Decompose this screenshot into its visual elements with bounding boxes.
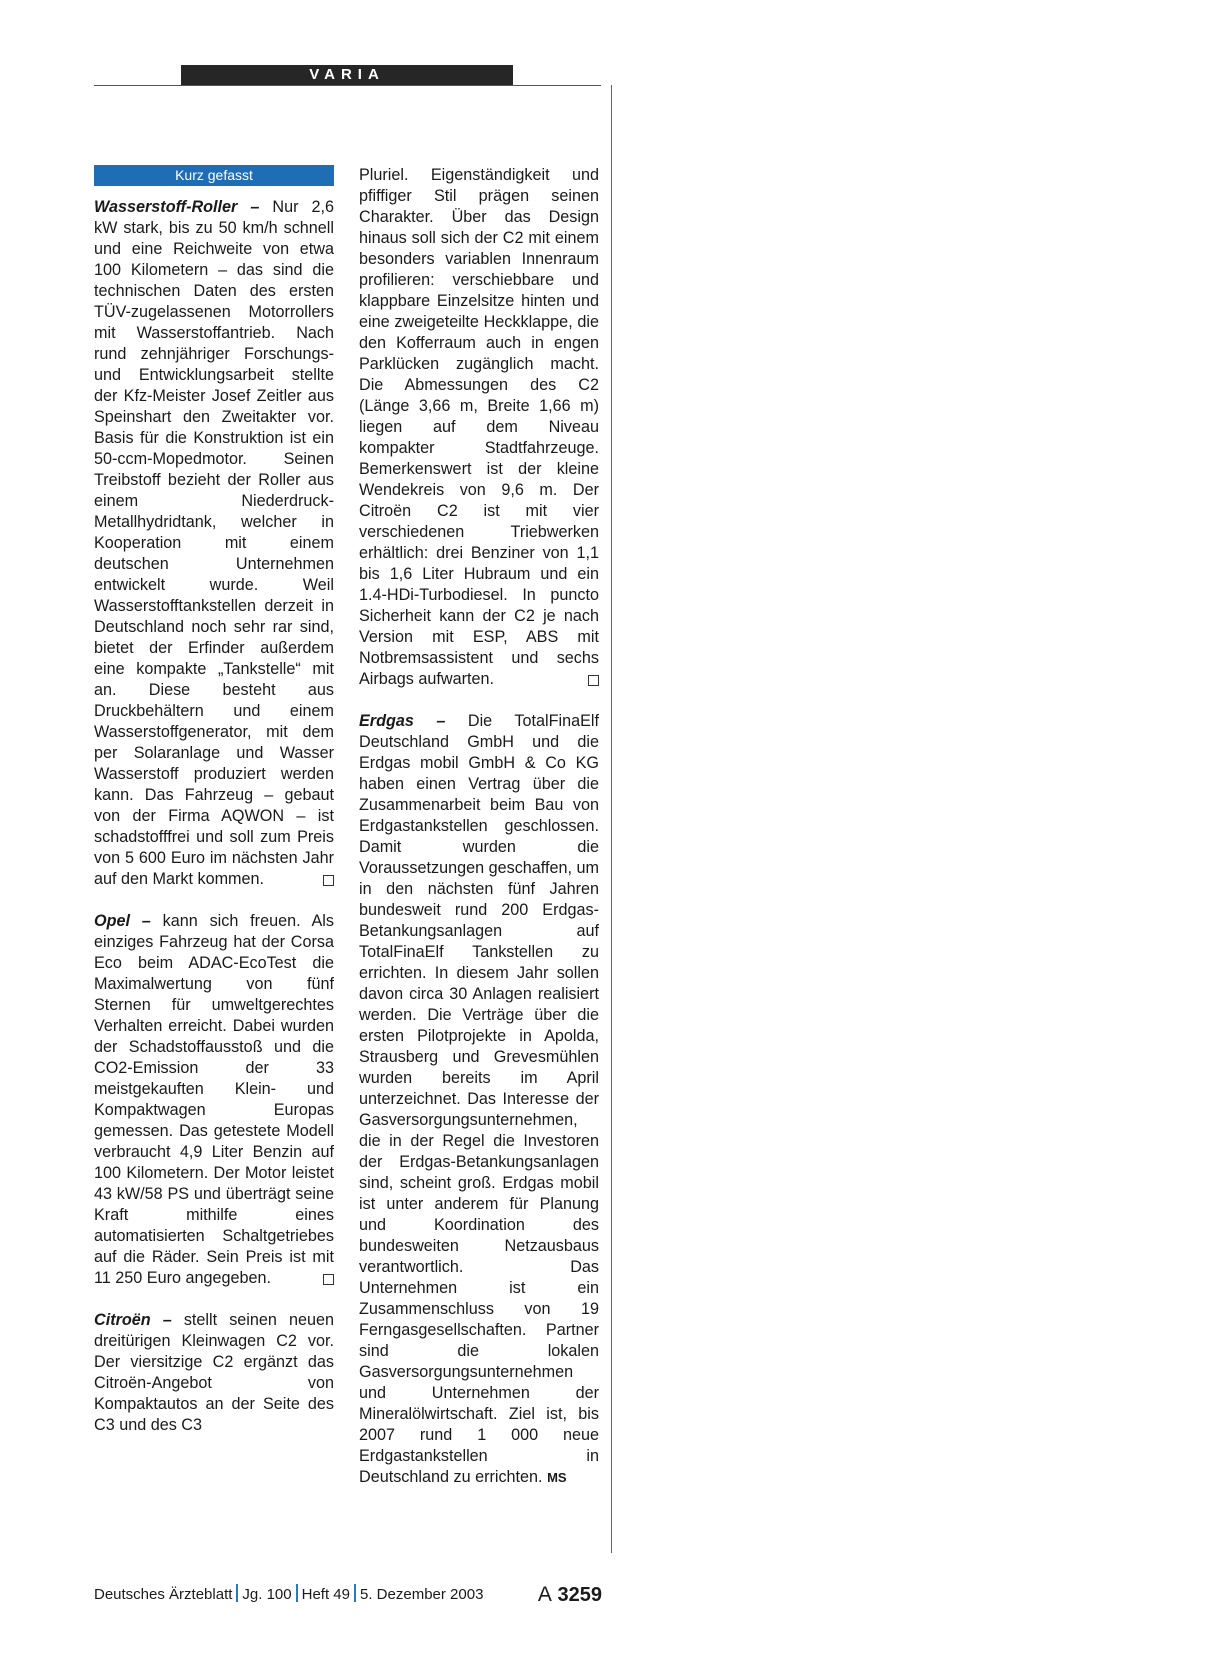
footer-separator bbox=[296, 1584, 298, 1602]
column-1 bbox=[94, 197, 334, 1547]
article-text: Nur 2,6 kW stark, bis zu 50 km/h schnell und eine Reichweite von etwa 100 Kilometern – das sind die technischen Daten des ersten TÜV-zugelassenen Motorrollers mit Wasserstoffantrieb. Nach rund zehnjähriger Forschungs- und Entwicklungsarbeit stellte der Kfz-Meister Josef Zeitler aus Speinshart den Zweitakter vor. Basis für die Konstruktion ist ein 50-ccm-Mopedmotor. Seinen Treibstoff bezieht der Roller aus einem Niederdruck-Metallhydridtank, welcher in Kooperation mit einem deutschen Unternehmen entwickelt wurde. Weil Wasserstofftankstellen derzeit in Deutschland noch sehr rar sind, bietet der Erfinder außerdem eine kompakte „Tankstelle“ mit an. Diese besteht aus Druckbehältern und einem Wasserstoffgenerator, mit dem per Solaranlage und Wasser Wasserstoff produziert werden kann. Das Fahrzeug – gebaut von der Firma AQWON – ist schadstofffrei und soll zum Preis von 5 600 Euro im nächsten Jahr auf den Markt kommen. bbox=[94, 198, 334, 888]
author-signature: MS bbox=[547, 1470, 567, 1485]
section-header bbox=[181, 65, 513, 85]
article-lead: Erdgas – bbox=[359, 712, 446, 730]
article-text: stellt seinen neuen dreitürigen Kleinwagen C2 vor. Der viersitzige C2 ergänzt das Citroën-Angebot von Kompaktautos an der Seite des C3 und des C3 bbox=[94, 1311, 334, 1434]
article-opel bbox=[94, 911, 334, 1289]
footer-separator bbox=[354, 1584, 356, 1602]
article-citroen-continued bbox=[359, 165, 599, 690]
journal-issue: Heft 49 bbox=[301, 1586, 350, 1603]
page-footer bbox=[94, 1581, 602, 1609]
journal-name: Deutsches Ärzteblatt bbox=[94, 1586, 233, 1603]
page-number bbox=[538, 1581, 602, 1609]
article-text: Pluriel. Eigenständigkeit und pfiffiger Stil prägen seinen Charakter. Über das Design hinaus soll sich der C2 mit einem besonders variablen Innenraum profilieren: verschiebbare und klappbare Einzelsitze hinten und eine zweigeteilte Heckklappe, die den Kofferraum auch in engen Parklücken zugänglich macht. Die Abmessungen des C2 (Länge 3,66 m, Breite 1,66 m) liegen auf dem Niveau kompakter Stadtfahrzeuge. Bemerkenswert ist der kleine Wendekreis von 9,6 m. Der Citroën C2 ist mit vier verschiedenen Triebwerken erhältlich: drei Benziner von 1,1 bis 1,6 Liter Hubraum und ein 1.4-HDi-Turbodiesel. In puncto Sicherheit kann der C2 je nach Version mit ESP, ABS mit Notbremsassistent und sechs Airbags aufwarten. bbox=[359, 166, 599, 688]
column-rule bbox=[611, 85, 612, 1553]
end-mark-icon bbox=[323, 875, 334, 886]
section-title: VARIA bbox=[309, 66, 385, 83]
page-prefix: A bbox=[537, 1583, 552, 1606]
page-number-value: 3259 bbox=[557, 1584, 602, 1606]
article-erdgas bbox=[359, 711, 599, 1488]
header-rule bbox=[94, 85, 601, 86]
end-mark-icon bbox=[323, 1274, 334, 1285]
article-lead: Opel – bbox=[94, 912, 151, 930]
article-wasserstoff-roller bbox=[94, 197, 334, 890]
journal-volume: Jg. 100 bbox=[242, 1586, 292, 1603]
box-label: Kurz gefasst bbox=[94, 165, 334, 186]
end-mark-icon bbox=[588, 675, 599, 686]
footer-separator bbox=[236, 1584, 238, 1602]
article-text: Die TotalFinaElf Deutschland GmbH und die Erdgas mobil GmbH & Co KG haben einen Vertrag über die Zusammenarbeit beim Bau von Erdgastankstellen geschlossen. Damit wurden die Voraussetzungen geschaffen, um in den nächsten fünf Jahren bundesweit rund 200 Erdgas-Betankungsanlagen auf TotalFinaElf Tankstellen zu errichten. In diesem Jahr sollen davon circa 30 Anlagen realisiert werden. Die Verträge über die ersten Pilotprojekte in Apolda, Strausberg und Grevesmühlen wurden bereits im April unterzeichnet. Das Interesse der Gasversorgungsunternehmen, die in der Regel die Investoren der Erdgas-Betankungsanlagen sind, scheint groß. Erdgas mobil ist unter anderem für Planung und Koordination des bundesweiten Netzausbaus verantwortlich. Das Unternehmen ist ein Zusammenschluss von 19 Ferngasgesellschaften. Partner sind die lokalen Gasversorgungsunternehmen und Unternehmen der Mineralölwirtschaft. Ziel ist, bis 2007 rund 1 000 neue Erdgastankstellen in Deutschland zu errichten. bbox=[359, 712, 599, 1486]
article-lead: Citroën – bbox=[94, 1311, 172, 1329]
column-2 bbox=[359, 165, 599, 1550]
article-lead: Wasserstoff-Roller – bbox=[94, 198, 260, 216]
article-citroen bbox=[94, 1310, 334, 1436]
journal-date: 5. Dezember 2003 bbox=[360, 1586, 484, 1603]
article-text: kann sich freuen. Als einziges Fahrzeug hat der Corsa Eco beim ADAC-EcoTest die Maximalwertung von fünf Sternen für umweltgerechtes Verhalten erreicht. Dabei wurden der Schadstoffausstoß und die CO2-Emission der 33 meistgekauften Klein- und Kompaktwagen Europas gemessen. Das getestete Modell verbraucht 4,9 Liter Benzin auf 100 Kilometern. Der Motor leistet 43 kW/58 PS und überträgt seine Kraft mithilfe eines automatisierten Schaltgetriebes auf die Räder. Sein Preis ist mit 11 250 Euro angegeben. bbox=[94, 912, 334, 1287]
